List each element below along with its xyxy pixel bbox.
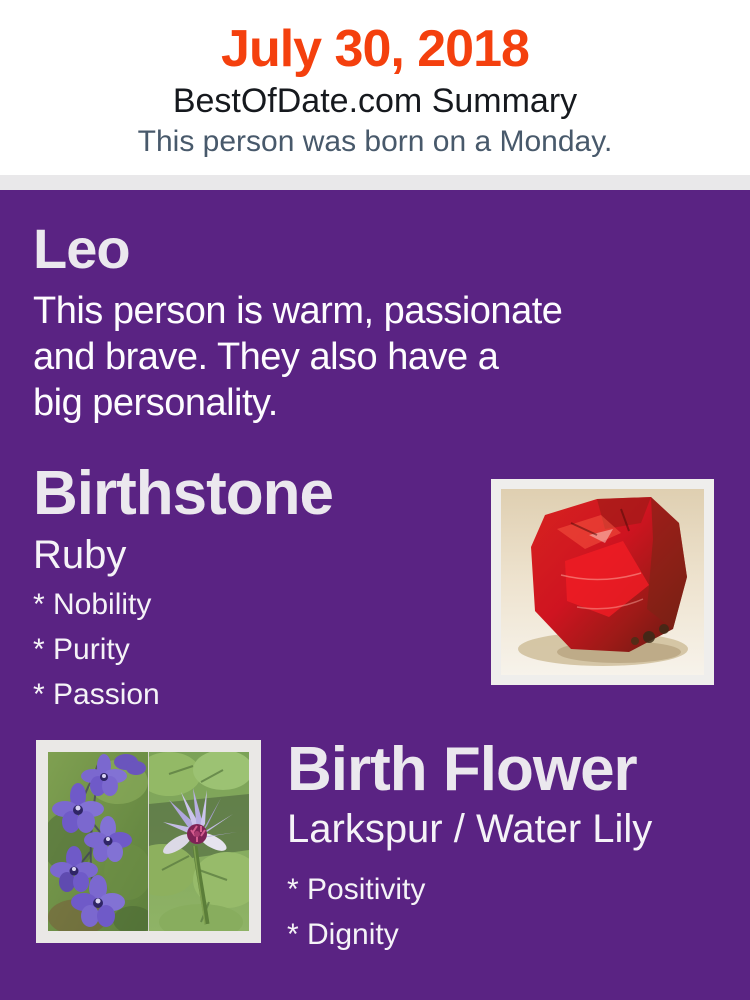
header-divider-bar: [0, 175, 750, 190]
trait-item: * Purity: [33, 633, 130, 666]
ruby-photo: [491, 479, 714, 685]
birth-flower-photo: [36, 740, 261, 943]
ruby-photo-image: [501, 489, 704, 675]
trait-item: * Positivity: [287, 873, 426, 906]
birth-flower-traits: [287, 867, 652, 957]
birth-flower-section: [287, 735, 652, 957]
zodiac-description-line: This person is warm, passionate: [33, 290, 563, 332]
zodiac-sign-title: Leo: [33, 217, 130, 280]
zodiac-description-line: and brave. They also have a: [33, 336, 499, 378]
site-summary-title: BestOfDate.com Summary: [172, 82, 578, 120]
main-content: [0, 190, 750, 1000]
birthstone-title: Birthstone: [33, 459, 333, 528]
birthstone-name: Ruby: [33, 533, 127, 577]
birth-flower-photo-image: [48, 752, 249, 931]
date-title: July 30, 2018: [221, 20, 529, 78]
birthstone-traits: [33, 582, 160, 717]
water-lily-photo: [149, 752, 249, 931]
zodiac-description: [33, 288, 562, 426]
trait-item: * Dignity: [287, 918, 399, 951]
born-day-note: This person was born on a Monday.: [137, 125, 613, 158]
zodiac-description-line: big personality.: [33, 382, 278, 424]
larkspur-photo: [48, 752, 148, 931]
header: [0, 0, 750, 175]
trait-item: * Passion: [33, 678, 160, 711]
birth-flower-title: Birth Flower: [287, 735, 637, 804]
trait-item: * Nobility: [33, 588, 152, 621]
birth-flower-name: Larkspur / Water Lily: [287, 807, 653, 851]
